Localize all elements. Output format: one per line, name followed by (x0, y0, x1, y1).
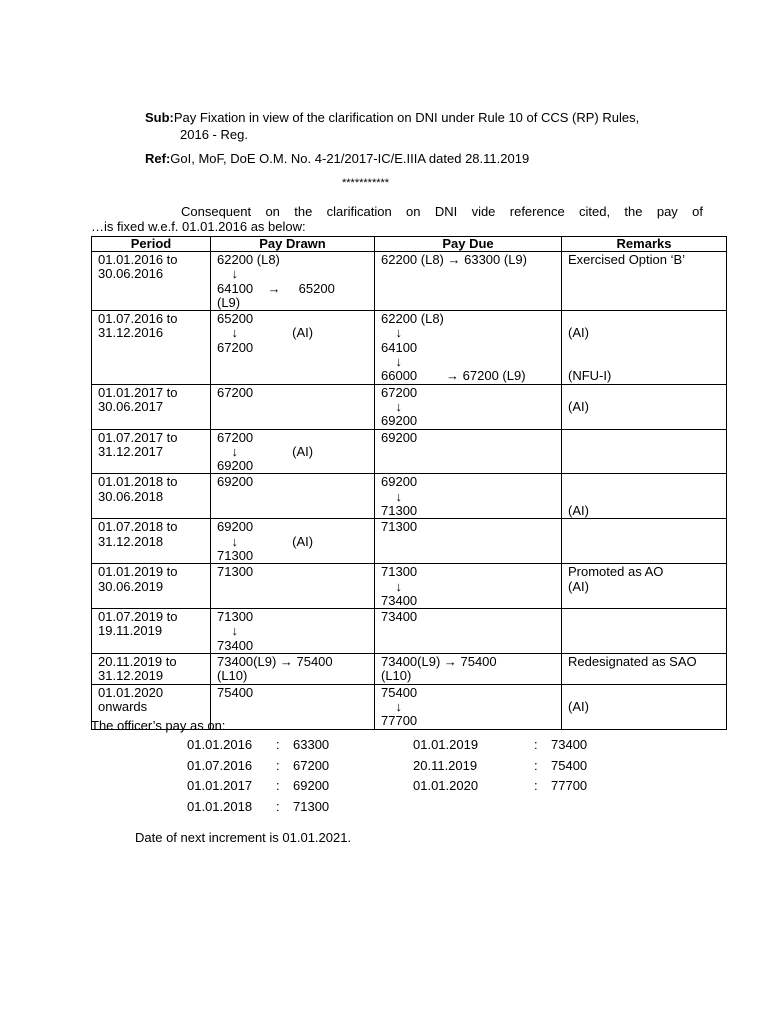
cell-line (568, 312, 720, 326)
cell-line: (AI) (568, 578, 589, 594)
cell-line: 66000 → 67200 (L9) (381, 368, 526, 384)
cell-line: ↓ (217, 623, 238, 639)
cell-line: 20.11.2019 to (98, 654, 177, 670)
intro-paragraph (91, 204, 703, 234)
intro-line-1: Consequent on the clarification on DNI vide reference cited, the pay of (181, 204, 703, 219)
cell-line (568, 386, 720, 400)
period-cell (92, 252, 211, 311)
cell-line: 67200 (217, 384, 254, 400)
period-cell (92, 609, 211, 654)
pay-drawn-cell (211, 519, 375, 564)
pay-summary-sep: : (276, 798, 280, 814)
cell-line: 75400 (381, 684, 418, 700)
cell-line: 01.01.2017 to (98, 384, 178, 400)
intro-line-2: …is fixed w.e.f. 01.01.2016 as below: (91, 219, 306, 234)
cell-line: onwards (98, 698, 148, 714)
table-row (92, 252, 727, 311)
cell-line: 31.12.2019 (98, 668, 164, 684)
cell-line: 69200 (217, 474, 254, 490)
cell-line: 01.07.2017 to (98, 429, 178, 445)
cell-line: 01.07.2019 to (98, 609, 178, 625)
cell-line: 71300 (217, 609, 254, 625)
table-row (92, 609, 727, 654)
cell-line: 71300 (381, 519, 418, 535)
period-cell (92, 384, 211, 429)
cell-line: 71300 (381, 564, 418, 580)
pay-summary-sep: : (534, 737, 538, 752)
cell-line: ↓ (381, 698, 402, 714)
cell-line: 62200 (L8) → 63300 (L9) (381, 252, 527, 267)
remarks-cell (562, 474, 727, 519)
pay-summary-date: 01.01.2019 (413, 737, 479, 752)
pay-due-cell (375, 311, 562, 384)
cell-line (568, 610, 720, 624)
pay-summary-sep: : (276, 737, 280, 752)
pay-summary-date: 01.01.2018 (187, 798, 253, 814)
remarks-cell (562, 252, 727, 311)
pay-summary-date: 01.07.2016 (187, 757, 253, 773)
remarks-cell (562, 564, 727, 609)
subject-label: Sub: (145, 110, 174, 125)
cell-line: 01.07.2018 to (98, 519, 178, 535)
cell-line: (AI) (568, 698, 589, 714)
cell-line: 64100 (381, 339, 418, 355)
cell-line (568, 355, 720, 369)
cell-line: 75400 (217, 684, 254, 700)
cell-line: Promoted as AO (568, 564, 664, 580)
pay-due-cell (375, 684, 562, 729)
table-row (92, 519, 727, 564)
pay-due-cell (375, 252, 562, 311)
pay-due-cell (375, 429, 562, 474)
pay-due-cell (375, 384, 562, 429)
reference-text: GoI, MoF, DoE O.M. No. 4-21/2017-IC/E.IIIA dated 28.11.2019 (170, 151, 530, 166)
pay-drawn-cell (211, 311, 375, 384)
cell-line: 73400(L9) → 75400 (217, 654, 333, 670)
remarks-cell (562, 311, 727, 384)
pay-due-cell (375, 609, 562, 654)
pay-due-cell (375, 474, 562, 519)
cell-line: 67200 (381, 384, 418, 400)
pay-fixation-table (91, 236, 727, 730)
cell-line (568, 490, 720, 504)
pay-summary-date: 01.01.2016 (187, 737, 253, 752)
cell-line: (L10) (381, 668, 412, 684)
header-period: Period (92, 237, 211, 252)
pay-drawn-cell (211, 384, 375, 429)
subject-line (145, 109, 725, 143)
cell-line: 65200 (217, 311, 254, 327)
cell-line (568, 520, 720, 534)
subject-text-continued: 2016 - Reg. (180, 127, 248, 142)
pay-due-cell (375, 564, 562, 609)
cell-line: 31.12.2016 (98, 325, 164, 341)
cell-line: 67200 (217, 429, 254, 445)
cell-line: 73400 (217, 637, 254, 653)
cell-line (568, 686, 720, 700)
cell-line: 69200 (217, 519, 254, 535)
period-cell (92, 474, 211, 519)
cell-line (568, 431, 720, 445)
cell-line: 31.12.2017 (98, 443, 164, 459)
cell-line: ↓ (381, 354, 402, 370)
cell-line: 30.06.2019 (98, 578, 164, 594)
cell-line: ↓ (381, 398, 402, 414)
table-row (92, 564, 727, 609)
cell-line: ↓ (217, 266, 238, 282)
cell-line: ↓ (381, 578, 402, 594)
pay-summary-date: 20.11.2019 (413, 757, 478, 773)
cell-line: 77700 (381, 713, 418, 729)
pay-drawn-cell (211, 429, 375, 474)
cell-line: 01.01.2018 to (98, 474, 178, 490)
cell-line: (AI) (568, 398, 589, 414)
pay-summary-sep: : (276, 757, 280, 773)
pay-summary-title: The officer’s pay as on: (91, 718, 226, 733)
pay-drawn-cell (211, 252, 375, 311)
pay-due-cell (375, 519, 562, 564)
cell-line: 31.12.2018 (98, 533, 164, 549)
cell-line: (AI) (568, 503, 589, 519)
table-header-row (92, 237, 727, 252)
pay-summary-value: 63300 (293, 737, 330, 752)
pay-summary-value: 75400 (551, 757, 588, 773)
pay-summary-value: 77700 (551, 778, 588, 793)
pay-drawn-cell (211, 474, 375, 519)
cell-line: 71300 (217, 564, 254, 580)
cell-line: (AI) (568, 325, 589, 341)
cell-line: 30.06.2018 (98, 488, 164, 504)
pay-summary-value: 67200 (293, 757, 330, 773)
separator: *********** (342, 177, 390, 189)
pay-summary-value: 71300 (293, 798, 330, 814)
cell-line: Exercised Option ‘B’ (568, 252, 686, 267)
pay-summary-value: 69200 (293, 778, 330, 793)
pay-due-cell (375, 654, 562, 685)
cell-line: 64100 → 65200 (217, 280, 335, 296)
table-body (92, 252, 727, 730)
cell-line: 71300 (217, 547, 254, 563)
cell-line: ↓ (AI) (217, 533, 314, 549)
period-cell (92, 519, 211, 564)
cell-line: ↓ (381, 325, 402, 341)
pay-summary-date: 01.01.2017 (187, 778, 253, 793)
cell-line: 62200 (L8) (217, 252, 280, 267)
subject-text: Pay Fixation in view of the clarification on DNI under Rule 10 of CCS (RP) Rules, (173, 110, 640, 125)
cell-line: (L9) (217, 294, 241, 310)
next-increment-note: Date of next increment is 01.01.2021. (135, 830, 352, 845)
pay-summary-value: 73400 (551, 737, 588, 752)
cell-line: 73400(L9) → 75400 (381, 654, 497, 670)
cell-line: ↓ (AI) (217, 443, 314, 459)
cell-line: 01.07.2016 to (98, 311, 178, 327)
cell-line: ↓ (AI) (217, 325, 314, 341)
cell-line: 73400 (381, 592, 418, 608)
cell-line: 01.01.2020 (98, 684, 164, 700)
cell-line: 62200 (L8) (381, 311, 444, 327)
period-cell (92, 654, 211, 685)
cell-line: 01.01.2016 to (98, 252, 178, 267)
reference-line (145, 151, 529, 166)
cell-line: 67200 (217, 339, 254, 355)
remarks-cell (562, 684, 727, 729)
cell-line: (NFU-I) (568, 368, 612, 384)
header-pay-due: Pay Due (375, 237, 562, 252)
pay-drawn-cell (211, 609, 375, 654)
pay-summary-sep: : (534, 757, 538, 773)
cell-line: 30.06.2016 (98, 266, 164, 282)
table-row (92, 654, 727, 685)
remarks-cell (562, 654, 727, 685)
cell-line: 69200 (381, 413, 418, 429)
table-row (92, 429, 727, 474)
table-row (92, 384, 727, 429)
remarks-cell (562, 609, 727, 654)
period-cell (92, 429, 211, 474)
cell-line: 19.11.2019 (98, 623, 163, 639)
remarks-cell (562, 519, 727, 564)
cell-line: (L10) (217, 668, 248, 684)
table-row (92, 311, 727, 384)
cell-line: 30.06.2017 (98, 398, 164, 414)
pay-summary-sep: : (276, 778, 280, 793)
cell-line: 69200 (381, 474, 418, 490)
cell-line: 01.01.2019 to (98, 564, 178, 580)
period-cell (92, 311, 211, 384)
pay-drawn-cell (211, 684, 375, 729)
header-remarks: Remarks (562, 237, 727, 252)
cell-line: 71300 (381, 503, 418, 519)
cell-line: 69200 (217, 458, 254, 474)
cell-line: 69200 (381, 429, 418, 445)
period-cell (92, 564, 211, 609)
pay-drawn-cell (211, 654, 375, 685)
cell-line: 73400 (381, 609, 418, 625)
remarks-cell (562, 429, 727, 474)
cell-line (568, 475, 720, 489)
cell-line: ↓ (381, 488, 402, 504)
pay-drawn-cell (211, 564, 375, 609)
cell-line (568, 341, 720, 355)
remarks-cell (562, 384, 727, 429)
reference-label: Ref: (145, 151, 171, 166)
pay-summary-date: 01.01.2020 (413, 778, 479, 793)
cell-line: Redesignated as SAO (568, 654, 697, 670)
pay-summary-sep: : (534, 778, 538, 793)
header-pay-drawn: Pay Drawn (211, 237, 375, 252)
table-row (92, 474, 727, 519)
